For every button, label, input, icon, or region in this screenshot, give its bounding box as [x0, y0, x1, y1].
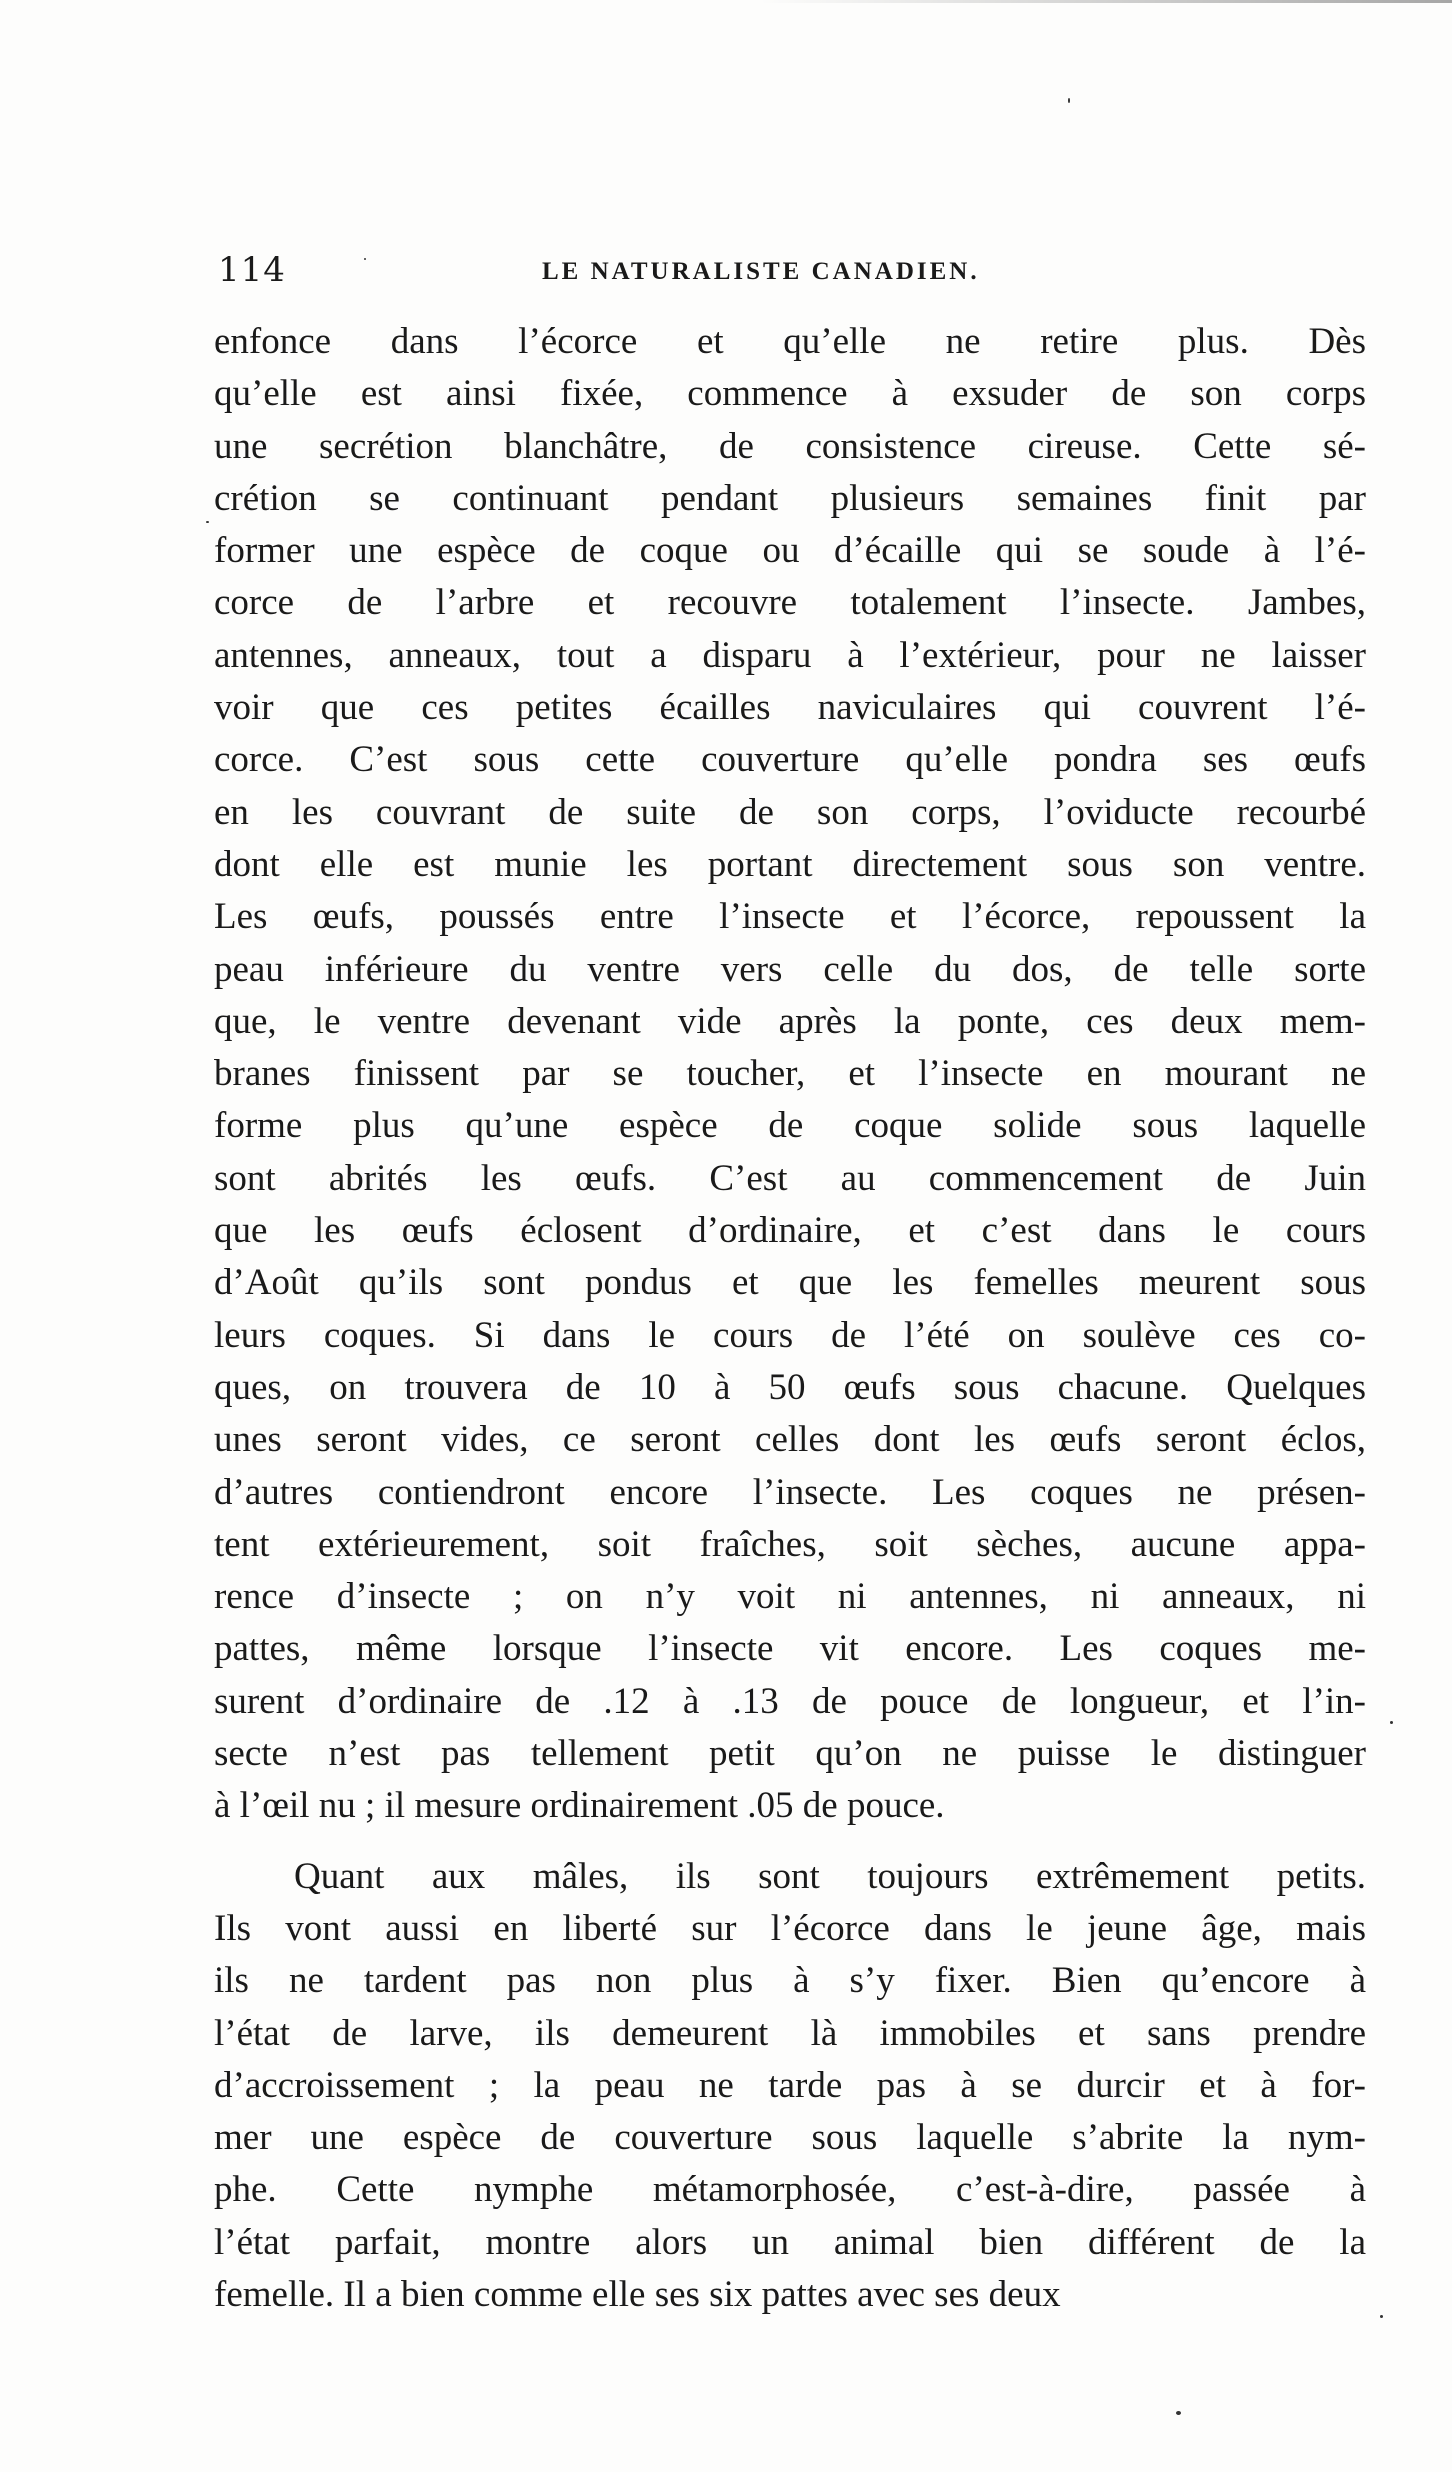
text-line: rence d’insecte ; on n’y voit ni antennes, ni anneaux, ni — [214, 1576, 1366, 1618]
paragraph-1 — [214, 316, 1366, 1833]
text-line: femelle. Il a bien comme elle ses six pattes avec ses deux — [214, 2273, 1061, 2315]
running-title: LE NATURALISTE CANADIEN. — [542, 258, 980, 285]
paragraph-2 — [214, 1851, 1366, 2322]
text-line: ques, on trouvera de 10 à 50 œufs sous chacune. Quelques — [214, 1366, 1366, 1408]
text-line: crétion se continuant pendant plusieurs semaines finit par — [214, 477, 1366, 519]
print-speck — [1176, 2411, 1181, 2415]
text-line: sont abrités les œufs. C’est au commencement de Juin — [214, 1157, 1366, 1199]
text-line: secte n’est pas tellement petit qu’on ne puisse le distinguer — [214, 1733, 1366, 1775]
text-line: que, le ventre devenant vide après la ponte, ces deux mem- — [214, 1000, 1366, 1042]
text-line: une secrétion blanchâtre, de consistence cireuse. Cette sé- — [214, 425, 1366, 467]
text-line: voir que ces petites écailles naviculaires qui couvrent l’é- — [214, 687, 1366, 729]
text-line: dont elle est munie les portant directement sous son ventre. — [214, 843, 1366, 885]
text-line: d’accroissement ; la peau ne tarde pas à se durcir et à for- — [214, 2064, 1366, 2106]
text-line: ils ne tardent pas non plus à s’y fixer. Bien qu’encore à — [214, 1960, 1366, 2002]
print-speck — [1390, 1721, 1393, 1724]
text-line: pattes, même lorsque l’insecte vit encore. Les coques me- — [214, 1628, 1366, 1670]
text-line: corce. C’est sous cette couverture qu’elle pondra ses œufs — [214, 739, 1366, 781]
text-line: corce de l’arbre et recouvre totalement l’insecte. Jambes, — [214, 582, 1366, 624]
text-line: tent extérieurement, soit fraîches, soit sèches, aucune appa- — [214, 1523, 1366, 1565]
print-speck — [364, 258, 366, 260]
text-line: branes finissent par se toucher, et l’insecte en mourant ne — [214, 1053, 1366, 1095]
text-line: mer une espèce de couverture sous laquelle s’abrite la nym- — [214, 2117, 1366, 2159]
print-speck — [1380, 2315, 1383, 2318]
text-line: former une espèce de coque ou d’écaille qui se soude à l’é- — [214, 530, 1366, 572]
print-speck — [206, 521, 209, 523]
text-line: l’état de larve, ils demeurent là immobiles et sans prendre — [214, 2012, 1366, 2054]
text-line: enfonce dans l’écorce et qu’elle ne retire plus. Dès — [214, 321, 1366, 362]
text-line: Ils vont aussi en liberté sur l’écorce dans le jeune âge, mais — [214, 1907, 1366, 1949]
text-line: en les couvrant de suite de son corps, l’oviducte recourbé — [214, 791, 1366, 833]
text-line: unes seront vides, ce seront celles dont les œufs seront éclos, — [214, 1419, 1366, 1461]
text-line: forme plus qu’une espèce de coque solide sous laquelle — [214, 1105, 1366, 1147]
text-line: d’Août qu’ils sont pondus et que les femelles meurent sous — [214, 1262, 1366, 1304]
text-line: phe. Cette nymphe métamorphosée, c’est-à-dire, passée à — [214, 2169, 1366, 2211]
text-line: d’autres contiendront encore l’insecte. Les coques ne présen- — [214, 1471, 1366, 1513]
text-line: Quant aux mâles, ils sont toujours extrêmement petits. — [294, 1855, 1366, 1897]
text-line: l’état parfait, montre alors un animal bien différent de la — [214, 2221, 1366, 2263]
text-line: à l’œil nu ; il mesure ordinairement .05 de pouce. — [214, 1785, 945, 1827]
text-line: peau inférieure du ventre vers celle du dos, de telle sorte — [214, 948, 1366, 990]
page-top-edge-shadow — [760, 0, 1452, 3]
text-line: qu’elle est ainsi fixée, commence à exsuder de son corps — [214, 373, 1366, 415]
body-text — [214, 316, 1366, 2321]
text-line: leurs coques. Si dans le cours de l’été on soulève ces co- — [214, 1314, 1366, 1356]
page-number: 114 — [218, 250, 286, 290]
text-line: que les œufs éclosent d’ordinaire, et c’est dans le cours — [214, 1210, 1366, 1252]
text-line: antennes, anneaux, tout a disparu à l’extérieur, pour ne laisser — [214, 634, 1366, 676]
print-speck — [1068, 98, 1070, 103]
text-line: Les œufs, poussés entre l’insecte et l’écorce, repoussent la — [214, 896, 1366, 938]
text-line: surent d’ordinaire de .12 à .13 de pouce de longueur, et l’in- — [214, 1680, 1366, 1722]
page-header — [218, 248, 1030, 292]
